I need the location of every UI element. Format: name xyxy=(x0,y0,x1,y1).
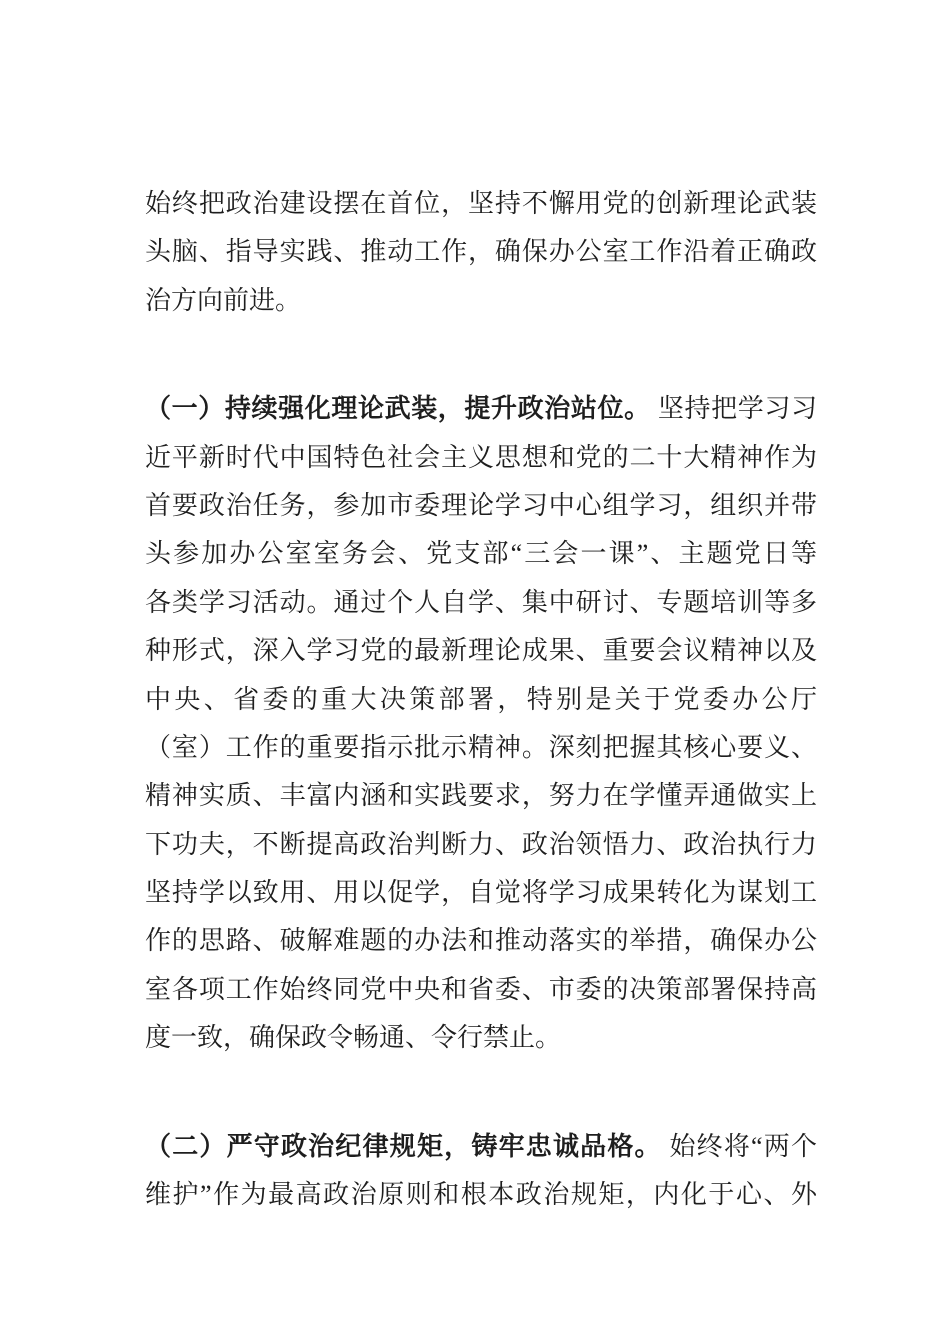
body-text: 治方向前进。 xyxy=(145,285,302,315)
text-line xyxy=(145,676,817,724)
body-text: 始终将“两个 xyxy=(661,1131,817,1161)
document-body xyxy=(145,180,817,1219)
text-line xyxy=(145,724,817,772)
body-text: （室）工作的重要指示批示精神。深刻把握其核心要义、 xyxy=(145,732,817,762)
text-line xyxy=(145,434,817,482)
body-text: 头参加办公室室务会、党支部“三会一课”、主题党日等 xyxy=(145,539,817,569)
text-line xyxy=(145,579,817,627)
paragraph xyxy=(145,1123,817,1220)
text-line xyxy=(145,385,817,433)
text-line xyxy=(145,821,817,869)
body-text: 维护”作为最高政治原则和根本政治规矩，内化于心、外 xyxy=(145,1180,817,1210)
body-text: 近平新时代中国特色社会主义思想和党的二十大精神作为 xyxy=(145,442,817,472)
body-text: 中央、省委的重大决策部署，特别是关于党委办公厅 xyxy=(145,684,817,714)
body-text: 下功夫，不断提高政治判断力、政治领悟力、政治执行力 xyxy=(145,829,817,859)
body-text: 首要政治任务，参加市委理论学习中心组学习，组织并带 xyxy=(145,490,817,520)
body-text: 坚持学以致用、用以促学，自觉将学习成果转化为谋划工 xyxy=(145,878,817,908)
text-line xyxy=(145,1171,817,1219)
text-line xyxy=(145,966,817,1014)
body-text: 室各项工作始终同党中央和省委、市委的决策部署保持高 xyxy=(145,974,817,1004)
body-text: 度一致，确保政令畅通、令行禁止。 xyxy=(145,1023,562,1053)
paragraph xyxy=(145,180,817,325)
text-line xyxy=(145,277,817,325)
body-text: 始终把政治建设摆在首位，坚持不懈用党的创新理论武装 xyxy=(145,189,817,218)
lead-emphasis-text: （二）严守政治纪律规矩，铸牢忠诚品格。 xyxy=(145,1131,662,1161)
paragraph xyxy=(145,385,817,1062)
text-line xyxy=(145,1123,817,1171)
text-line xyxy=(145,228,817,276)
text-line xyxy=(145,1014,817,1062)
text-line xyxy=(145,530,817,578)
text-line xyxy=(145,627,817,675)
text-line xyxy=(145,482,817,530)
body-text: 作的思路、破解难题的办法和推动落实的举措，确保办公 xyxy=(145,926,817,956)
text-line xyxy=(145,869,817,917)
body-text: 头脑、指导实践、推动工作，确保办公室工作沿着正确政 xyxy=(145,237,817,267)
lead-emphasis-text: （一）持续强化理论武装，提升政治站位。 xyxy=(145,394,651,424)
text-line xyxy=(145,772,817,820)
body-text: 精神实质、丰富内涵和实践要求，努力在学懂弄通做实上 xyxy=(145,781,817,811)
body-text: 坚持把学习习 xyxy=(650,394,817,424)
body-text: 种形式，深入学习党的最新理论成果、重要会议精神以及 xyxy=(145,636,817,666)
text-line xyxy=(145,180,817,228)
text-line xyxy=(145,917,817,965)
body-text: 各类学习活动。通过个人自学、集中研讨、专题培训等多 xyxy=(145,587,817,617)
